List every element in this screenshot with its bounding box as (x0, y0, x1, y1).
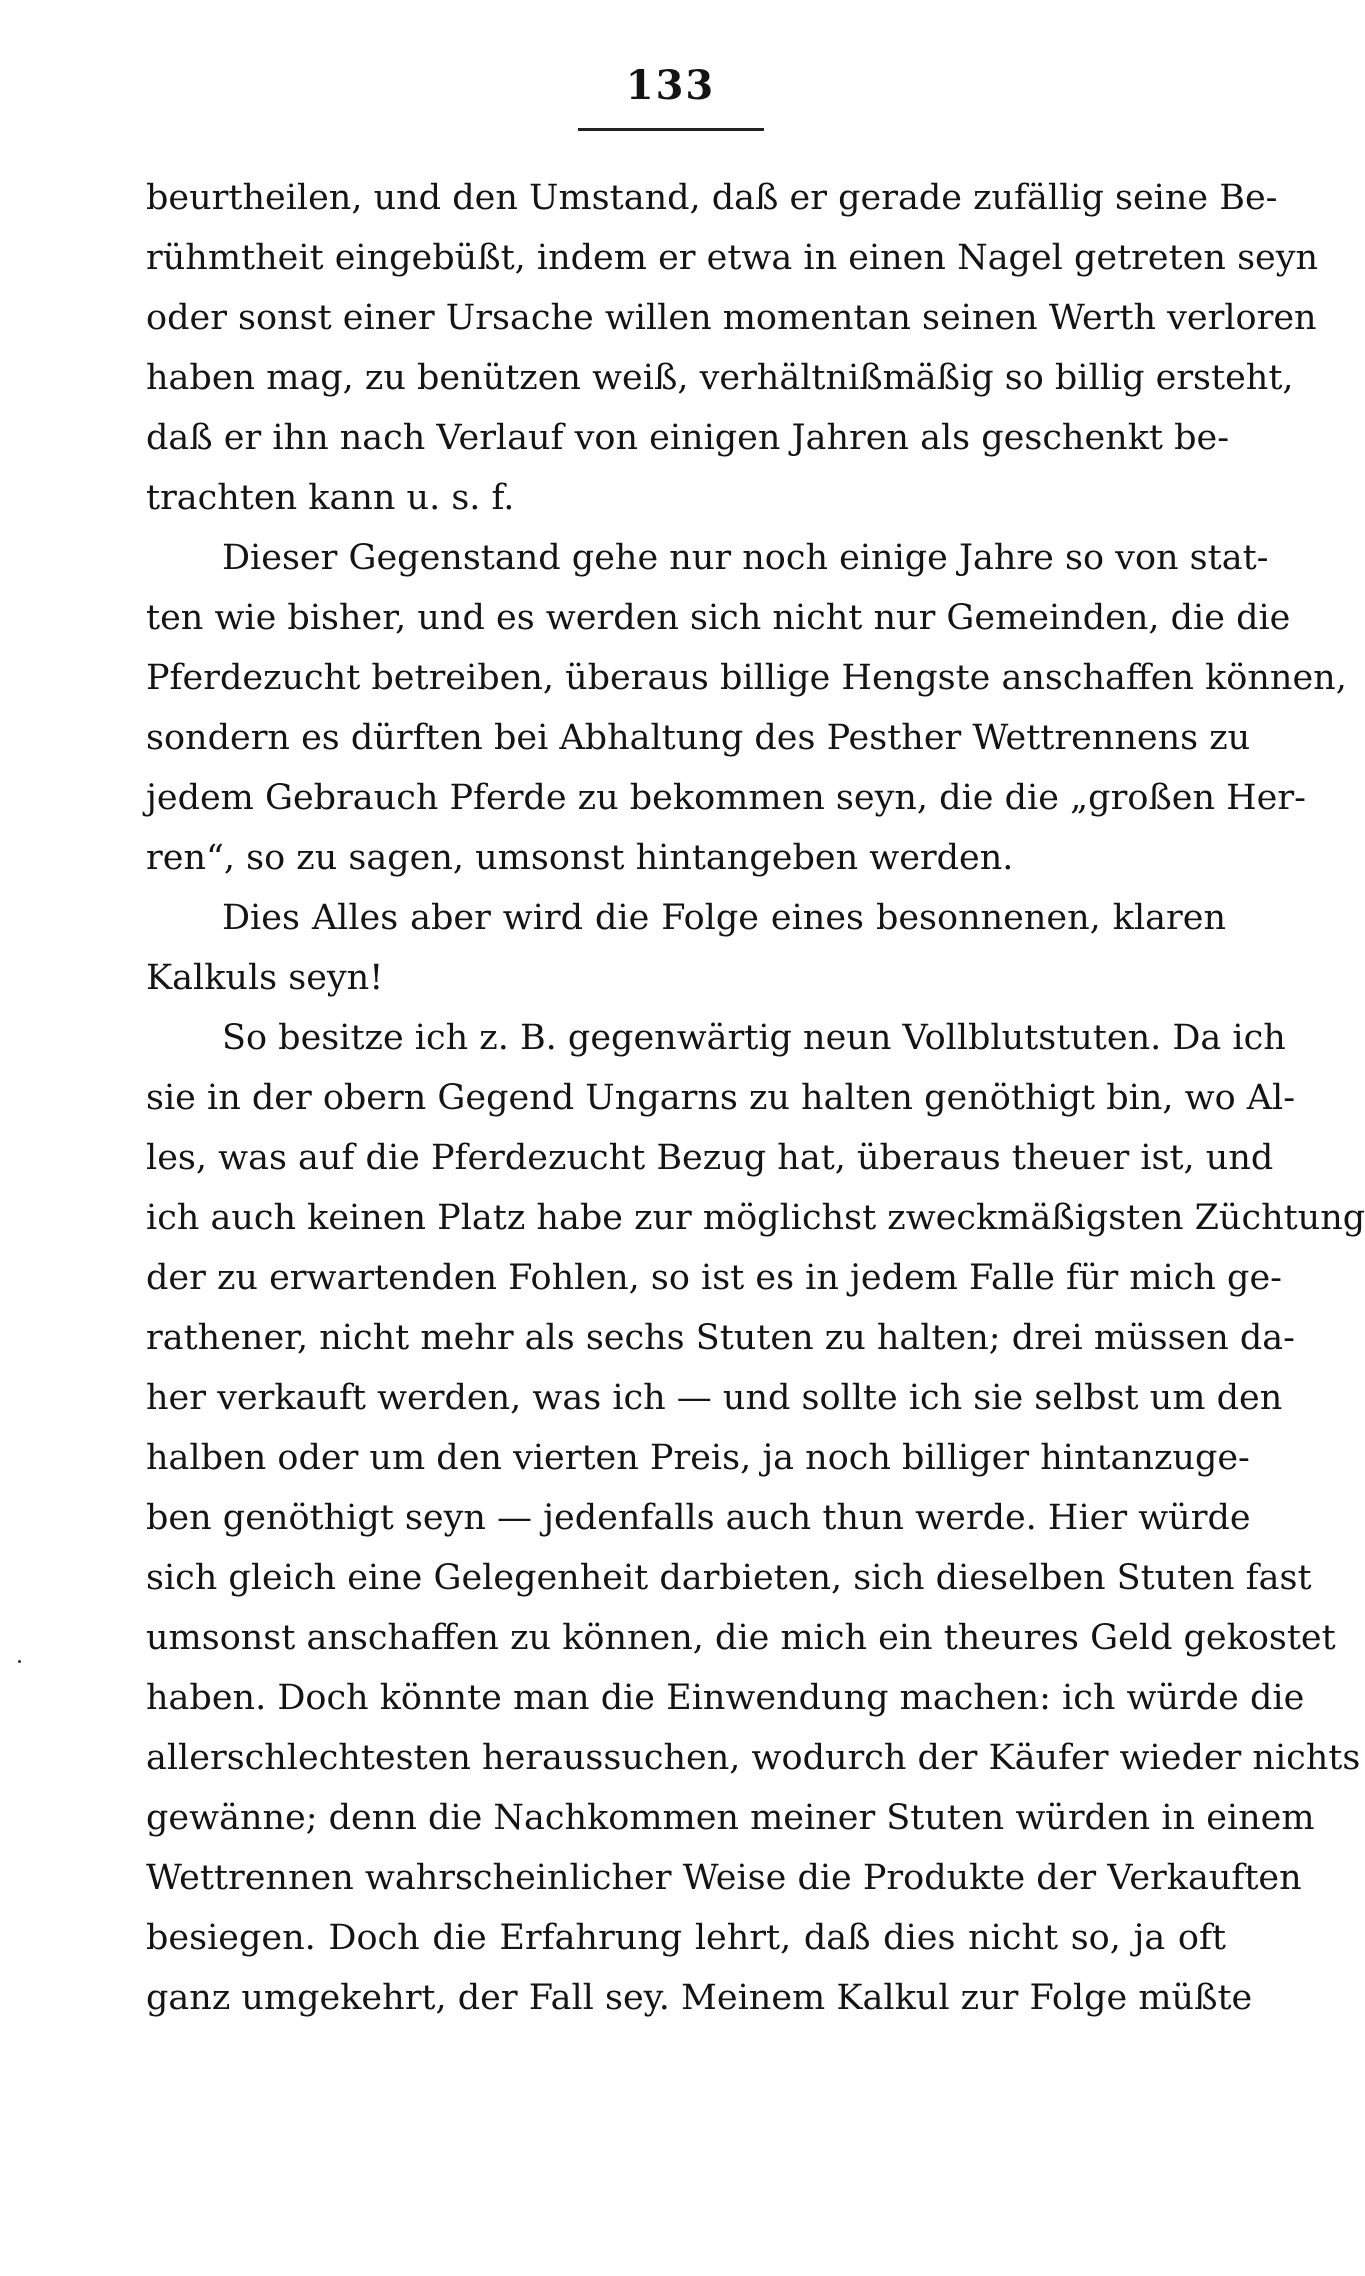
text-line: gewänne; denn die Nachkommen meiner Stuten würden in einem (146, 1798, 1315, 1838)
text-line: ten wie bisher, und es werden sich nicht nur Gemeinden, die die (146, 598, 1291, 638)
text-line: les, was auf die Pferdezucht Bezug hat, überaus theuer ist, und (146, 1138, 1274, 1178)
text-line: ren“, so zu sagen, umsonst hintangeben werden. (146, 838, 1014, 878)
text-line: her verkauft werden, was ich — und sollte ich sie selbst um den (146, 1378, 1283, 1418)
text-line: jedem Gebrauch Pferde zu bekommen seyn, die die „großen Her- (146, 778, 1306, 818)
text-line: rühmtheit eingebüßt, indem er etwa in einen Nagel getreten seyn (146, 238, 1319, 278)
text-line: Wettrennen wahrscheinlicher Weise die Produkte der Verkauften (146, 1858, 1302, 1898)
text-line: der zu erwartenden Fohlen, so ist es in jedem Falle für mich ge- (146, 1258, 1282, 1298)
header-rule (578, 128, 764, 131)
text-line: sie in der obern Gegend Ungarns zu halten genöthigt bin, wo Al- (146, 1078, 1296, 1118)
text-line: Kalkuls seyn! (146, 958, 384, 998)
page-number: 133 (625, 62, 716, 109)
text-line: ben genöthigt seyn — jedenfalls auch thun werde. Hier würde (146, 1498, 1251, 1538)
text-line: So besitze ich z. B. gegenwärtig neun Vollblutstuten. Da ich (222, 1018, 1286, 1058)
text-line: haben. Doch könnte man die Einwendung machen: ich würde die (146, 1678, 1305, 1718)
text-line: trachten kann u. s. f. (146, 478, 515, 518)
text-line: Pferdezucht betreiben, überaus billige Hengste anschaffen können, (146, 658, 1347, 698)
text-line: halben oder um den vierten Preis, ja noch billiger hintanzuge- (146, 1438, 1250, 1478)
text-line: beurtheilen, und den Umstand, daß er gerade zufällig seine Be- (146, 178, 1278, 218)
scan-speck (18, 1660, 21, 1663)
text-line: ganz umgekehrt, der Fall sey. Meinem Kalkul zur Folge müßte (146, 1978, 1253, 2018)
text-line: oder sonst einer Ursache willen momentan seinen Werth verloren (146, 298, 1317, 338)
text-line: ich auch keinen Platz habe zur möglichst zweckmäßigsten Züchtung (146, 1198, 1365, 1238)
text-line: sondern es dürften bei Abhaltung des Pesther Wettrennens zu (146, 718, 1251, 758)
text-line: haben mag, zu benützen weiß, verhältnißmäßig so billig ersteht, (146, 358, 1294, 398)
text-line: umsonst anschaffen zu können, die mich ein theures Geld gekostet (146, 1618, 1336, 1658)
text-line: daß er ihn nach Verlauf von einigen Jahren als geschenkt be- (146, 418, 1230, 458)
text-line: allerschlechtesten heraussuchen, wodurch der Käufer wieder nichts (146, 1738, 1361, 1778)
text-line: Dieser Gegenstand gehe nur noch einige Jahre so von stat- (222, 538, 1269, 578)
text-line: sich gleich eine Gelegenheit darbieten, sich dieselben Stuten fast (146, 1558, 1312, 1598)
text-line: rathener, nicht mehr als sechs Stuten zu halten; drei müssen da- (146, 1318, 1296, 1358)
text-line: besiegen. Doch die Erfahrung lehrt, daß dies nicht so, ja oft (146, 1918, 1226, 1958)
text-line: Dies Alles aber wird die Folge eines besonnenen, klaren (222, 898, 1226, 938)
